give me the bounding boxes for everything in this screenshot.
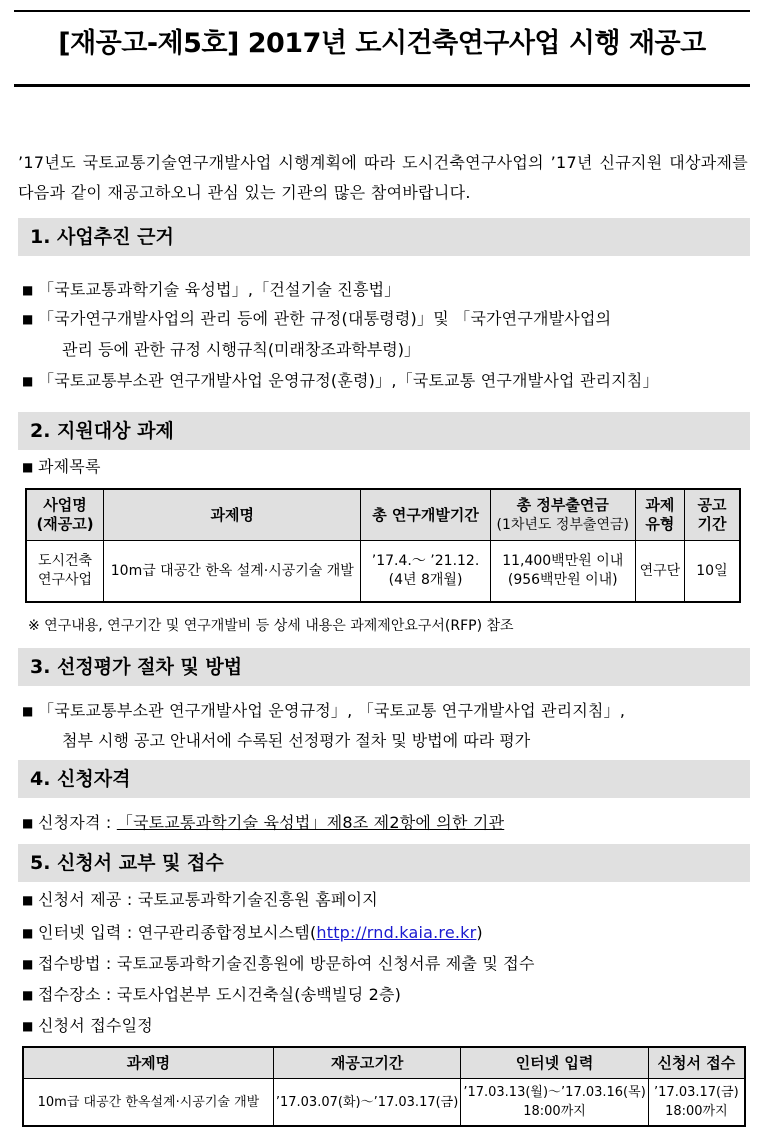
bullet-square-icon: ■: [22, 893, 34, 907]
section-3-heading: 3. 선정평가 절차 및 방법: [18, 648, 750, 686]
col-task: 과제명: [23, 1047, 273, 1079]
top-rule: [14, 10, 750, 12]
cell-renotice-period: ’17.03.07(화)～’17.03.17(금): [273, 1079, 460, 1127]
col-period: 총 연구개발기간: [361, 489, 490, 541]
col-task: 과제명: [104, 489, 361, 541]
list-item: ■ 접수방법 : 국토교통과학기술진흥원에 방문하여 신청서류 제출 및 접수: [22, 952, 750, 976]
list-item-continuation: 관리 등에 관한 규정 시행규칙(미래창조과학부령)」: [62, 340, 420, 359]
col-renotice-period: 재공고기간: [273, 1047, 460, 1079]
cell-business: 도시건축 연구사업: [26, 541, 104, 603]
table-row: [23, 1079, 745, 1127]
bullet-square-icon: ■: [22, 283, 34, 297]
section-2-heading: 2. 지원대상 과제: [18, 412, 750, 450]
col-business: 사업명 (재공고): [26, 489, 104, 541]
cell-period: ’17.4.～ ’21.12. (4년 8개월): [361, 541, 490, 603]
col-type: 과제 유형: [635, 489, 684, 541]
table-header-row: [23, 1047, 745, 1079]
bullet-square-icon: ■: [22, 460, 34, 474]
table-row: [26, 541, 740, 603]
cell-task: 10m급 대공간 한옥 설계·시공기술 개발: [104, 541, 361, 603]
page-title: [재공고-제5호] 2017년 도시건축연구사업 시행 재공고: [58, 28, 706, 59]
bullet-square-icon: ■: [22, 374, 34, 388]
list-item: ■ 「국토교통과학기술 육성법」,「건설기술 진흥법」: [22, 278, 750, 302]
bullet-square-icon: ■: [22, 1019, 34, 1033]
task-table: [25, 488, 741, 603]
rfp-note: ※ 연구내용, 연구기간 및 연구개발비 등 상세 내용은 과제제안요구서(RFP) 참조: [28, 618, 514, 634]
cell-notice: 10일: [684, 541, 740, 603]
cell-fund: 11,400백만원 이내 (956백만원 이내): [490, 541, 635, 603]
table-header-row: [26, 489, 740, 541]
list-item: ■ 신청자격 : 「국토교통과학기술 육성법」제8조 제2항에 의한 기관: [22, 811, 750, 835]
list-item: ■ 접수장소 : 국토사업본부 도시건축실(송백빌딩 2층): [22, 983, 750, 1007]
col-receipt: 신청서 접수: [648, 1047, 745, 1079]
list-item: ■ 신청서 제공 : 국토교통과학기술진흥원 홈페이지: [22, 888, 750, 912]
list-item: ■ 신청서 접수일정: [22, 1014, 750, 1038]
title-bottom-rule: [14, 84, 750, 87]
list-item: ■ 「국가연구개발사업의 관리 등에 관한 규정(대통령령)」및 「국가연구개발사업의: [22, 307, 750, 331]
list-item: ■ 「국토교통부소관 연구개발사업 운영규정」, 「국토교통 연구개발사업 관리지침」,: [22, 699, 750, 723]
col-fund: 총 정부출연금 (1차년도 정부출연금): [490, 489, 635, 541]
bullet-square-icon: ■: [22, 957, 34, 971]
bullet-square-icon: ■: [22, 312, 34, 326]
list-item-continuation: 첨부 시행 공고 안내서에 수록된 선정평가 절차 및 방법에 따라 평가: [62, 731, 531, 750]
list-item: ■ 「국토교통부소관 연구개발사업 운영규정(훈령)」,「국토교통 연구개발사업 관리지침」: [22, 369, 750, 393]
section-5-heading: 5. 신청서 교부 및 접수: [18, 844, 750, 882]
bullet-square-icon: ■: [22, 988, 34, 1002]
intro-paragraph: ’17년도 국토교통기술연구개발사업 시행계획에 따라 도시건축연구사업의 ’17년 신규지원 대상과제를 다음과 같이 재공고하오니 관심 있는 기관의 많은 참여바랍니다.: [18, 153, 748, 202]
cell-task: 10m급 대공간 한옥설계·시공기술 개발: [23, 1079, 273, 1127]
eligibility-value: 「국토교통과학기술 육성법」제8조 제2항에 의한 기관: [116, 813, 505, 832]
bullet-square-icon: ■: [22, 816, 34, 830]
list-item: ■ 인터넷 입력 : 연구관리종합정보시스템(http://rnd.kaia.re.kr): [22, 921, 750, 945]
col-internet-input: 인터넷 입력: [461, 1047, 648, 1079]
bullet-square-icon: ■: [22, 926, 34, 940]
cell-type: 연구단: [635, 541, 684, 603]
section-1-heading: 1. 사업추진 근거: [18, 218, 750, 256]
list-item: ■ 과제목록: [22, 455, 750, 479]
col-notice: 공고 기간: [684, 489, 740, 541]
rnd-system-link[interactable]: http://rnd.kaia.re.kr: [316, 923, 477, 942]
cell-receipt: ’17.03.17(금) 18:00까지: [648, 1079, 745, 1127]
cell-internet-input: ’17.03.13(월)～’17.03.16(목) 18:00까지: [461, 1079, 648, 1127]
bullet-square-icon: ■: [22, 704, 34, 718]
section-4-heading: 4. 신청자격: [18, 760, 750, 798]
schedule-table: [22, 1046, 746, 1127]
